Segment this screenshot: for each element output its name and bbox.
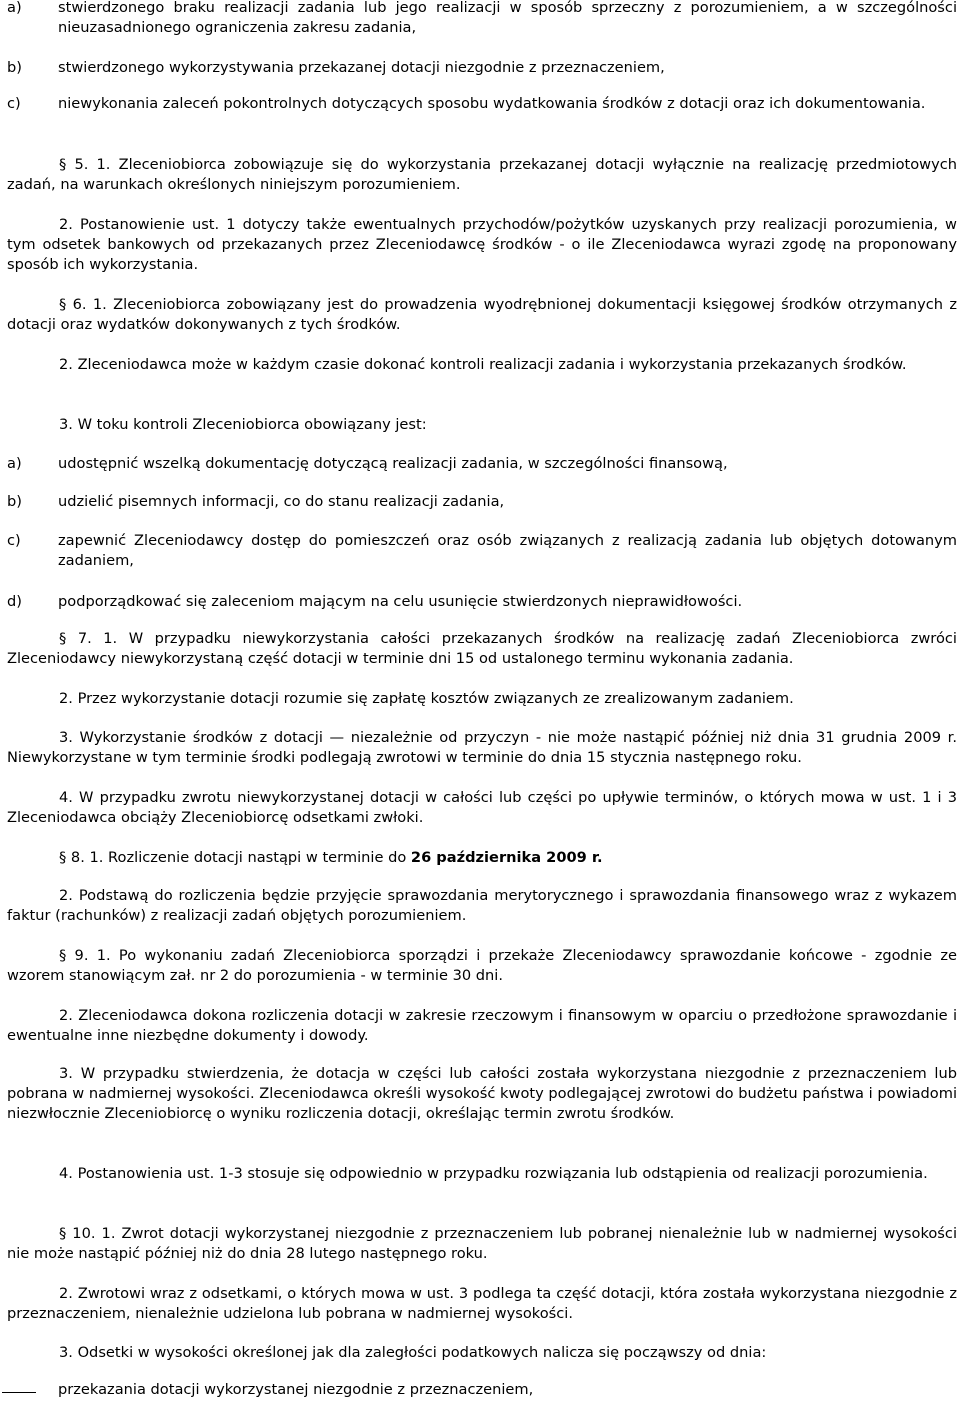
paragraph: 2. Zwrotowi wraz z odsetkami, o których mowa w ust. 3 podlega ta część dotacji, która została wykorzystana niezgodnie z przeznaczeniem, nienależnie udzielona lub pobrana w nadmiernej wysokości. xyxy=(7,1285,957,1322)
paragraph: 2. Przez wykorzystanie dotacji rozumie się zapłatę kosztów związanych ze zrealizowanym zadaniem. xyxy=(59,690,794,707)
paragraph: 4. Postanowienia ust. 1-3 stosuje się odpowiednio w przypadku rozwiązania lub odstąpienia od realizacji porozumienia. xyxy=(59,1165,928,1182)
paragraph: 3. Odsetki w wysokości określonej jak dla zaległości podatkowych nalicza się począwszy od dnia: xyxy=(59,1344,767,1361)
paragraph: § 10. 1. Zwrot dotacji wykorzystanej niezgodnie z przeznaczeniem lub pobranej nienależnie lub w nadmiernej wysokości nie może nastąpić później niż do dnia 28 lutego następnego roku. xyxy=(7,1225,957,1262)
list-item: udzielić pisemnych informacji, co do stanu realizacji zadania, xyxy=(58,493,505,510)
list-item: przekazania dotacji wykorzystanej niezgodnie z przeznaczeniem, xyxy=(58,1381,534,1398)
paragraph: 2. Zleceniodawca dokona rozliczenia dotacji w zakresie rzeczowym i finansowym w oparciu o przedłożone sprawozdanie i ewentualne inne niezbędne dokumenty i dowody. xyxy=(7,1007,957,1044)
list-marker: a) xyxy=(7,455,22,472)
list-item: stwierdzonego wykorzystywania przekazanej dotacji niezgodnie z przeznaczeniem, xyxy=(58,59,665,76)
list-item: podporządkować się zaleceniom mającym na celu usunięcie stwierdzonych nieprawidłowości. xyxy=(58,593,743,610)
paragraph: § 7. 1. W przypadku niewykorzystania całości przekazanych środków na realizację zadań Zleceniobiorca zwróci Zleceniodawcy niewykorzystaną część dotacji w terminie dni 15 od ustalonego terminu wykonania zadania. xyxy=(7,630,957,667)
list-marker: c) xyxy=(7,95,21,112)
list-item: zapewnić Zleceniodawcy dostęp do pomieszczeń oraz osób związanych z realizacją zadania lub objętych dotowanym zadaniem, xyxy=(58,532,957,569)
paragraph: 2. Podstawą do rozliczenia będzie przyjęcie sprawozdania merytorycznego i sprawozdania finansowego wraz z wykazem faktur (rachunków) z realizacji zadań objętych porozumieniem. xyxy=(7,887,957,924)
list-marker: b) xyxy=(7,59,22,76)
paragraph: 3. Wykorzystanie środków z dotacji — niezależnie od przyczyn - nie może nastąpić później niż dnia 31 grudnia 2009 r. Niewykorzystane w tym terminie środki podlegają zwrotowi w terminie do dnia 15 stycznia następnego roku. xyxy=(7,729,957,766)
paragraph: 2. Zleceniodawca może w każdym czasie dokonać kontroli realizacji zadania i wykorzystania przekazanych środków. xyxy=(59,356,907,373)
list-marker: c) xyxy=(7,532,21,549)
paragraph: 3. W przypadku stwierdzenia, że dotacja w części lub całości została wykorzystana niezgodnie z przeznaczeniem lub pobrana w nadmiernej wysokości. Zleceniodawca określi wysokość kwoty podlegającej zwrotowi do budżetu państwa i powiadomi niezwłocznie Zleceniobiorcę o wyniku rozliczenia dotacji, określając termin zwrotu środków. xyxy=(7,1065,957,1122)
paragraph: 4. W przypadku zwrotu niewykorzystanej dotacji w całości lub części po upływie terminów, o których mowa w ust. 1 i 3 Zleceniodawca obciąży Zleceniobiorcę odsetkami zwłoki. xyxy=(7,789,957,826)
list-item: udostępnić wszelką dokumentację dotyczącą realizacji zadania, w szczególności finansową, xyxy=(58,455,728,472)
list-item: niewykonania zaleceń pokontrolnych dotyczących sposobu wydatkowania środków z dotacji oraz ich dokumentowania. xyxy=(58,95,926,112)
paragraph: § 5. 1. Zleceniobiorca zobowiązuje się do wykorzystania przekazanej dotacji wyłącznie na realizację przedmiotowych zadań, na warunkach określonych niniejszym porozumieniem. xyxy=(7,156,957,193)
list-marker: d) xyxy=(7,593,22,610)
paragraph: § 6. 1. Zleceniobiorca zobowiązany jest do prowadzenia wyodrębnionej dokumentacji księgowej środków otrzymanych z dotacji oraz wydatków dokonywanych z tych środków. xyxy=(7,296,957,333)
deadline-date: 26 października 2009 r. xyxy=(410,849,603,866)
dash-bullet xyxy=(2,1392,36,1393)
paragraph: 2. Postanowienie ust. 1 dotyczy także ewentualnych przychodów/pożytków uzyskanych przy realizacji porozumienia, w tym odsetek bankowych od przekazanych przez Zleceniodawcę środków - o ile Zleceniodawca wyrazi zgodę na proponowany sposób ich wykorzystania. xyxy=(7,216,957,273)
list-item: stwierdzonego braku realizacji zadania lub jego realizacji w sposób sprzeczny z porozumieniem, a w szczególności nieuzasadnionego ograniczenia zakresu zadania, xyxy=(58,0,957,36)
paragraph: § 9. 1. Po wykonaniu zadań Zleceniobiorca sporządzi i przekaże Zleceniodawcy sprawozdanie końcowe - zgodnie ze wzorem stanowiącym zał. nr 2 do porozumienia - w terminie 30 dni. xyxy=(7,947,957,984)
list-marker: b) xyxy=(7,493,22,510)
list-marker: a) xyxy=(7,0,22,16)
paragraph: 3. W toku kontroli Zleceniobiorca obowiązany jest: xyxy=(59,416,427,433)
paragraph: § 8. 1. Rozliczenie dotacji nastąpi w terminie do 26 października 2009 r. xyxy=(59,849,603,866)
